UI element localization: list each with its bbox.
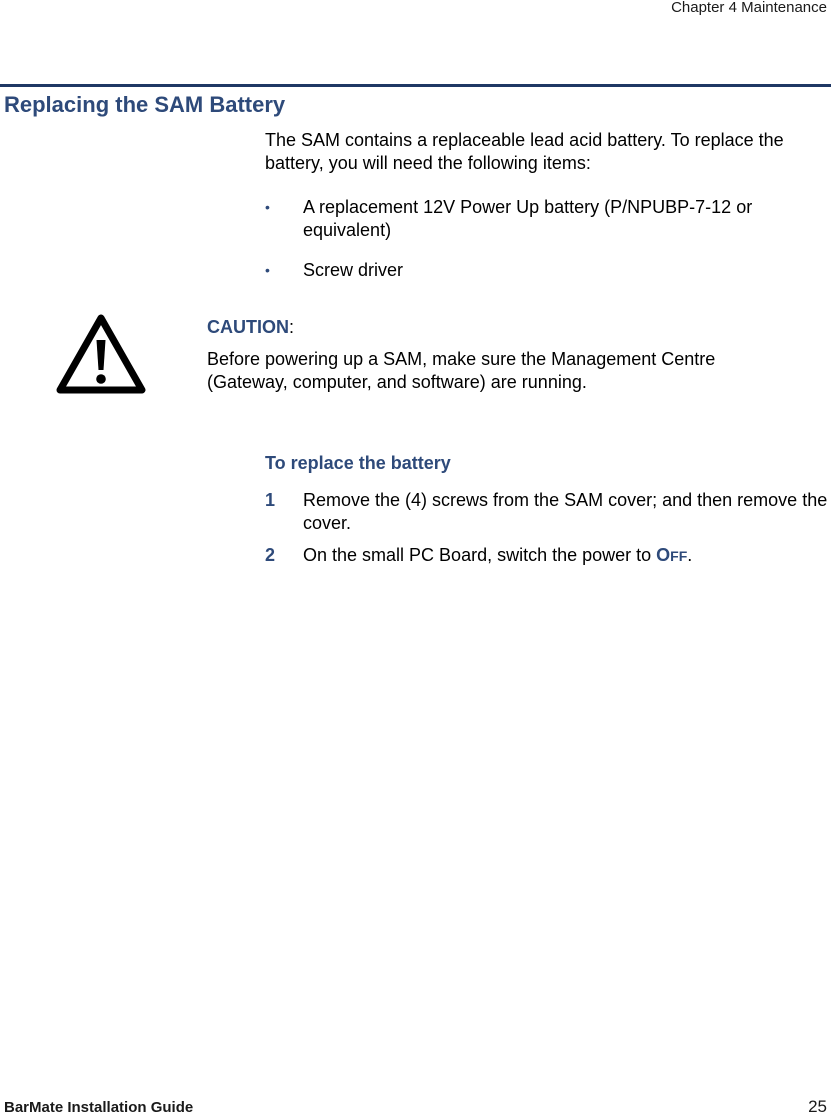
- list-item-text: Screw driver: [303, 260, 404, 280]
- step-text-end: .: [687, 545, 693, 565]
- warning-triangle-icon: [56, 312, 146, 394]
- required-items-list: [265, 196, 831, 299]
- step-text: [303, 545, 692, 565]
- page-number: 25: [808, 1097, 827, 1116]
- off-keyword-initial: O: [656, 545, 671, 565]
- caution-word: CAUTION: [207, 317, 289, 337]
- caution-label: [207, 316, 294, 338]
- procedure-heading: To replace the battery: [265, 453, 451, 473]
- list-item: [265, 259, 831, 282]
- step-text: Remove the (4) screws from the SAM cover; and then remove the cover.: [303, 490, 828, 533]
- list-item: [265, 196, 831, 242]
- procedure-steps: [265, 489, 831, 577]
- bullet-icon: •: [265, 199, 270, 215]
- step-item: [265, 489, 831, 535]
- list-item-text: A replacement 12V Power Up battery (P/NPUBP-7-12 or equivalent): [303, 197, 753, 240]
- step-item: [265, 544, 831, 568]
- caution-colon: :: [289, 317, 295, 337]
- step-number: 1: [265, 490, 276, 510]
- footer-guide-title: BarMate Installation Guide: [4, 1099, 194, 1116]
- section-title: Replacing the SAM Battery: [4, 92, 286, 117]
- off-keyword-rest: FF: [670, 548, 688, 564]
- bullet-icon: •: [265, 262, 270, 278]
- section-divider: [0, 84, 831, 87]
- step-text-lead: On the small PC Board, switch the power to: [303, 545, 657, 565]
- running-header: Chapter 4 Maintenance: [671, 0, 827, 16]
- caution-text: Before powering up a SAM, make sure the Management Centre (Gateway, computer, and software) are running.: [207, 349, 716, 392]
- intro-paragraph: The SAM contains a replaceable lead acid battery. To replace the battery, you will need the following items:: [265, 130, 784, 173]
- step-number: 2: [265, 545, 276, 565]
